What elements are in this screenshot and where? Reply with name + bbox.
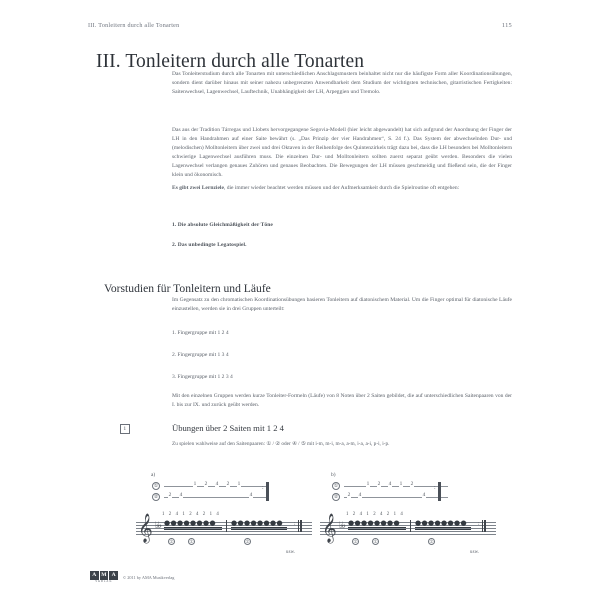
fret-number: 1 (237, 480, 241, 487)
note-group: ●●●●●●●● (231, 519, 284, 527)
fingering-row-1: 1 2 4 1 2 4 2 1 4 (162, 512, 221, 517)
beam (415, 527, 471, 528)
paragraph: Das Tonleiterstudium durch alle Tonarten mit unterschiedlichen Anschlagsmustern beinhaltet nicht nur die häufigste Form aller Koordinationsübungen, sondern dient darüber hinaus mit seiner nahezu unbegrenzten Anwendbarkeit dem Studium der wichtigsten technischen, gitarristischen Fertigkeiten: Saitenwechsel, Lagenwechsel, Lauftechnik, Unabhängigkeit der LH, Arpeggien und Tremolo. (172, 71, 512, 96)
beam (348, 527, 406, 528)
section-heading: Vorstudien für Tonleitern und Läufe (104, 281, 271, 295)
page-number: 115 (501, 22, 512, 29)
tab-diagram-b (330, 472, 454, 505)
learning-goal-1: 1. Die absolute Gleichmäßigkeit der Töne (172, 222, 273, 228)
paragraph: Im Gegensatz zu den chromatischen Koordinationsübungen basieren Tonleitern auf diatonischem Material. Um die Finger optimal für diatonische Läufe einzustellen, werden sie in drei Gruppen unterteilt: (172, 297, 512, 313)
exercise-number-box: 1 (120, 424, 130, 434)
beam (348, 529, 406, 530)
string-number-1: ① (333, 484, 339, 489)
continuation-label: usw. (286, 550, 296, 555)
tab-diagram-a (150, 472, 274, 505)
fret-number: 2 (226, 480, 230, 487)
note-group: ●●●●●●●● (415, 519, 468, 527)
string-marker: ② (169, 539, 174, 544)
fret-number: 2 (377, 480, 381, 487)
tab-end-barline (266, 482, 269, 501)
fret-number: 1 (193, 480, 197, 487)
intro-paragraph-block (172, 70, 512, 97)
music-staff-b (320, 512, 496, 566)
ama-logo-letter: M (101, 572, 107, 578)
fret-number: 4 (249, 491, 253, 498)
beam (415, 529, 471, 530)
exercise-title: Übungen über 2 Saiten mit 1 2 4 (172, 423, 284, 433)
string-marker: ① (189, 539, 194, 544)
staff-line (320, 531, 496, 532)
staff-line (320, 522, 496, 523)
paragraph-bold-lead: Es gibt zwei Lernziele, die immer wieder beachtet werden müssen und der Aufmerksamkeit durch die Spielroutine oft entgehen: (172, 185, 460, 192)
ama-logo-letter: A (109, 571, 118, 580)
section-intro-block (172, 296, 512, 314)
fingering-row-1: 1 2 4 1 2 4 2 1 4 (346, 512, 405, 517)
tab-diagram-label: b) (331, 472, 336, 478)
paragraph: Das aus der Tradition Tárregas und Llobets hervorgegangene Segovia-Modell (hier leicht abgewandelt) hat sich aufgrund der Anordnung der Finger der LH in den Handrahmen auf einer Saite bewährt (s. „Das Prinzip der vier Handrahmen“, S. 24 f.). Das System der abwechselnden Dur- und (melodischen) Molltonleitern über zwei und drei Oktaven in der Reihenfolge des Quintenzirkels trägt dazu bei, dass die LH besonders bei Molltonleitern schwierige Lagenwechsel ausführen muss. Die einzelnen Dur- und Molltonleitern sollten zuerst separat geübt werden. Besonders die vielen Lagenwechsel verlangen genaues Zuhören und genaues Beobachten. Die Bewegungen der LH müssen geschmeidig und fließend sein, die der Finger klein und ökonomisch. (172, 127, 512, 179)
fret-number: 1 (399, 480, 403, 487)
copyright-line: © 2011 by AMA Musikverlag (122, 574, 175, 580)
running-head-title: III. Tonleitern durch alle Tonarten (88, 23, 180, 29)
staff-line (320, 525, 496, 526)
fret-number: 4 (358, 491, 362, 498)
fret-number: 2 (347, 491, 351, 498)
paragraph: Mit den einzelnen Gruppen werden kurze Tonleiter-Formeln (Läufe) von 8 Noten über 2 Saiten gebildet, die auf unterschiedlichen Saitenpaaren von der I. bis zur IX. und zurück geübt werden. (172, 393, 512, 409)
page-footer (90, 571, 174, 583)
string-number-2: ② (333, 495, 339, 500)
string-number-1: ① (153, 484, 159, 489)
barline (226, 520, 227, 532)
section-outro-block (172, 392, 512, 410)
key-signature: ♭♭ (155, 521, 161, 531)
fret-number: 2 (204, 480, 208, 487)
string-marker: ② (353, 539, 358, 544)
continuation-label: usw. (470, 550, 480, 555)
ama-logo-squares (90, 571, 118, 580)
string-marker: ① (373, 539, 378, 544)
repeat-dots-icon: : (478, 521, 480, 527)
running-head (88, 22, 512, 29)
finger-group-item: 1. Fingergruppe mit 1 2 4 (172, 330, 229, 336)
repeat-dots-icon: : (262, 485, 264, 491)
string-number-2: ② (153, 495, 159, 500)
fret-number: 1 (366, 480, 370, 487)
learning-goal-2: 2. Das unbedingte Legatospiel. (172, 242, 247, 248)
tab-end-barline (438, 482, 441, 501)
fret-number: 4 (422, 491, 426, 498)
finger-group-item: 3. Fingergruppe mit 1 2 3 4 (172, 374, 233, 380)
staff-line (320, 534, 496, 535)
beam (231, 529, 287, 530)
fret-number: 2 (410, 480, 414, 487)
staff-line (136, 534, 312, 535)
segovia-paragraph-block (172, 126, 512, 193)
beam (164, 529, 222, 530)
finger-group-item: 2. Fingergruppe mit 1 3 4 (172, 352, 229, 358)
beam (164, 527, 222, 528)
fret-number: 4 (388, 480, 392, 487)
staff-line (136, 522, 312, 523)
fret-number: 4 (179, 491, 183, 498)
tab-diagram-grid (330, 479, 454, 505)
treble-clef-icon: 𝄞 (322, 513, 337, 542)
string-marker: ② (245, 539, 250, 544)
barline (410, 520, 411, 532)
chapter-title: III. Tonleitern durch alle Tonarten (96, 51, 365, 73)
string-marker: ② (429, 539, 434, 544)
treble-clef-icon: 𝄞 (138, 513, 153, 542)
tab-diagram-grid (150, 479, 274, 505)
ama-logo (90, 571, 118, 583)
repeat-dots-icon: : (294, 521, 296, 527)
tab-diagram-label: a) (151, 472, 156, 478)
key-signature: ♭♭ (339, 521, 345, 531)
fret-number: 4 (215, 480, 219, 487)
string-line-1 (344, 486, 448, 487)
repeat-dots-icon: : (434, 485, 436, 491)
ama-logo-subtitle: VERLAG (95, 580, 113, 584)
beam (231, 527, 287, 528)
note-group: ●●●●●●●● (348, 519, 401, 527)
exercise-instruction: Zu spielen wahlweise auf den Saitenpaaren: ① / ② oder ④ / ⑤ mit i-m, m-i, m-a, a-m, i-a, a-i, p-i, i-p. (172, 441, 390, 447)
note-group: ●●●●●●●● (164, 519, 217, 527)
staff-line (136, 525, 312, 526)
ama-logo-letter: A (90, 571, 99, 580)
fret-number: 2 (168, 491, 172, 498)
music-staff-a (136, 512, 312, 566)
staff-line (136, 531, 312, 532)
